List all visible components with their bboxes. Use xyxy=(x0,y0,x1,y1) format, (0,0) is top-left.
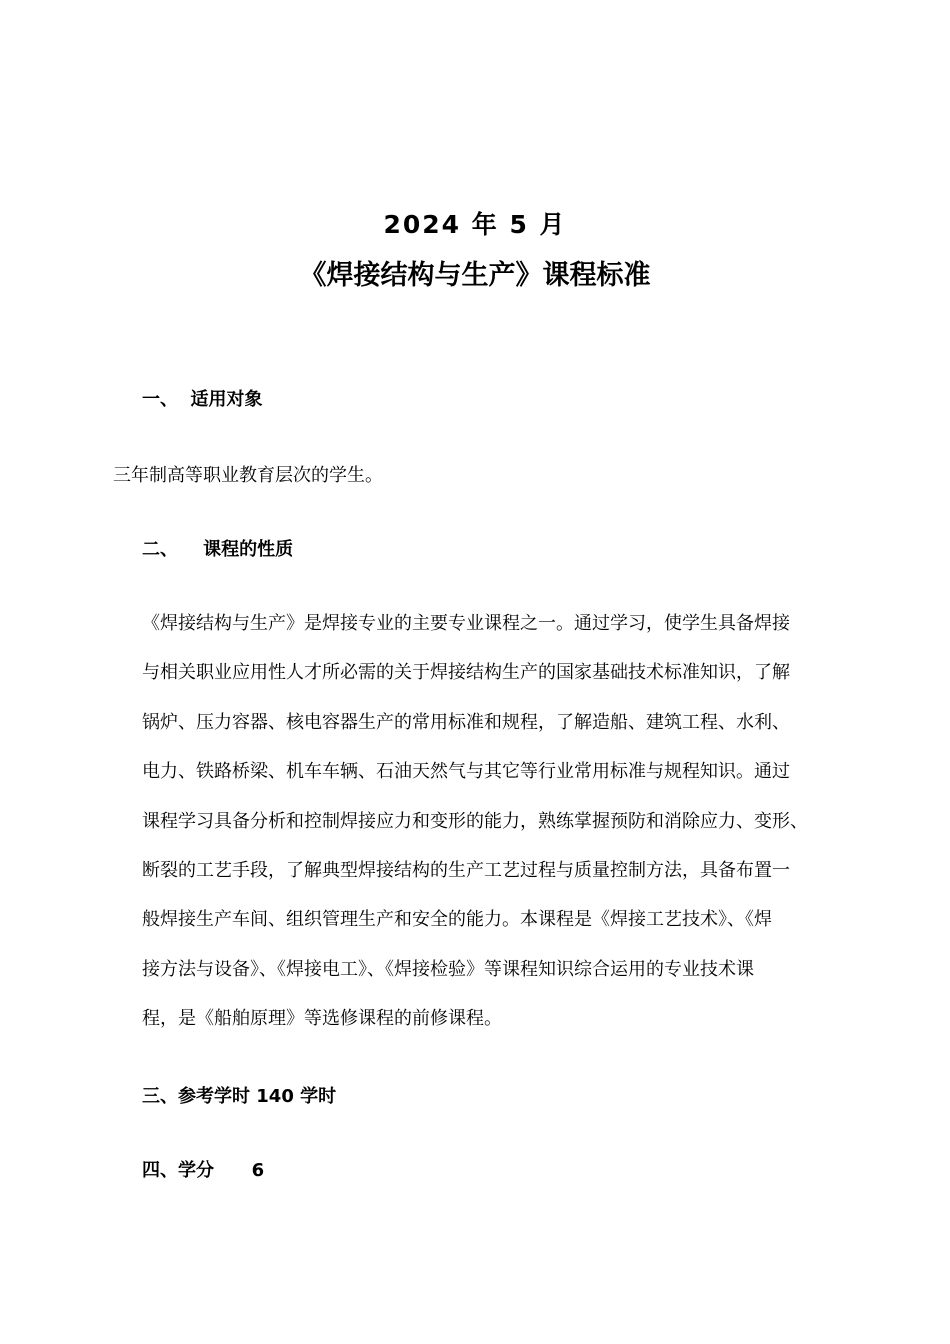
paragraph-line: 《焊接结构与生产》是焊接专业的主要专业课程之一。通过学习，使学生具备焊接 xyxy=(142,613,790,634)
paragraph-line: 接方法与设备》、《焊接电工》、《焊接检验》等课程知识综合运用的专业技术课 xyxy=(142,958,754,980)
section-text-applicable-audience: 三年制高等职业教育层次的学生。 xyxy=(113,465,383,486)
paragraph-line: 电力、铁路桥梁、机车车辆、石油天然气与其它等行业常用标准与规程知识。通过 xyxy=(142,761,790,783)
section-heading-applicable-audience: 一、 适用对象 xyxy=(142,389,263,410)
section-heading-reference-hours: 三、参考学时 140 学时 xyxy=(142,1086,337,1107)
paragraph-line: 断裂的工艺手段，了解典型焊接结构的生产工艺过程与质量控制方法，具备布置一 xyxy=(142,859,790,881)
section-heading-course-nature: 二、 课程的性质 xyxy=(142,539,294,560)
paragraph-line: 锅炉、压力容器、核电容器生产的常用标准和规程，了解造船、建筑工程、水利、 xyxy=(142,711,790,733)
paragraph-line: 与相关职业应用性人才所必需的关于焊接结构生产的国家基础技术标准知识，了解 xyxy=(142,662,790,684)
document-title: 《焊接结构与生产》课程标准 xyxy=(299,260,651,291)
section-heading-credits: 四、学分 6 xyxy=(142,1160,265,1181)
paragraph-line: 程，是《船舶原理》等选修课程的前修课程。 xyxy=(142,1008,502,1030)
course-nature-paragraph xyxy=(142,606,842,1051)
document-date: 2024 年 5 月 xyxy=(383,210,567,239)
paragraph-line: 般焊接生产车间、组织管理生产和安全的能力。本课程是《焊接工艺技术》、《焊 xyxy=(142,909,772,931)
paragraph-line: 课程学习具备分析和控制焊接应力和变形的能力，熟练掌握预防和消除应力、变形、 xyxy=(142,810,808,832)
